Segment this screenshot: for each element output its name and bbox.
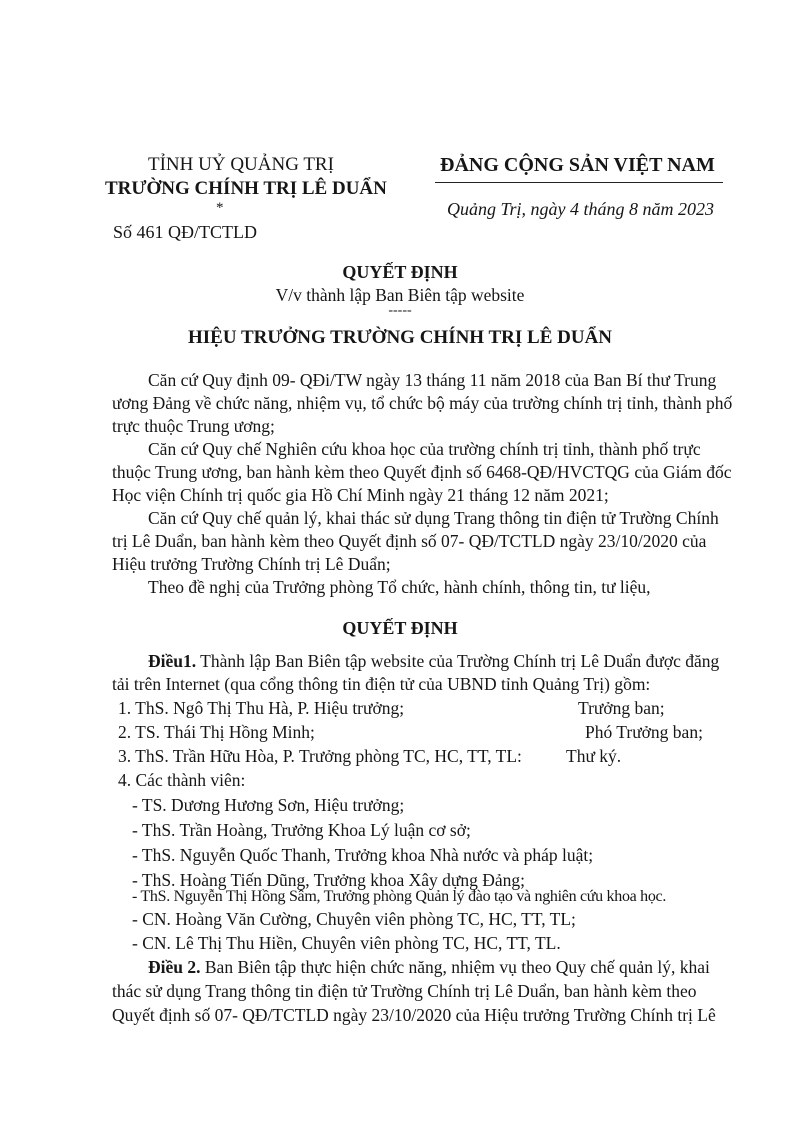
- board-member-1-role: Trưởng ban;: [578, 698, 665, 718]
- title-subject: V/v thành lập Ban Biên tập website: [275, 285, 525, 305]
- board-member-3-name: 3. ThS. Trần Hữu Hòa, P. Trưởng phòng TC, HC, TT, TL:: [118, 746, 522, 766]
- document-number: Số 461 QĐ/TCTLD: [113, 222, 257, 242]
- header-star: *: [216, 200, 224, 216]
- title-dashes: -----: [388, 303, 412, 318]
- article-1-label: Điều1.: [148, 651, 197, 671]
- preamble-1-line-3: trực thuộc Trung ương;: [112, 416, 275, 436]
- article-1-text-1: Thành lập Ban Biên tập website của Trường Chính trị Lê Duẩn được đăng: [196, 651, 720, 671]
- preamble-4-line-1: Theo đề nghị của Trưởng phòng Tổ chức, hành chính, thông tin, tư liệu,: [148, 577, 651, 597]
- preamble-2-line-1: Căn cứ Quy chế Nghiên cứu khoa học của trường chính trị tỉnh, thành phố trực: [148, 439, 701, 459]
- org-school: TRƯỜNG CHÍNH TRỊ LÊ DUẨN: [105, 178, 387, 199]
- preamble-3-line-3: Hiệu trưởng Trường Chính trị Lê Duẩn;: [112, 554, 391, 574]
- preamble-2-line-3: Học viện Chính trị quốc gia Hồ Chí Minh ngày 21 tháng 12 năm 2021;: [112, 485, 609, 505]
- member-item-3: - ThS. Nguyễn Quốc Thanh, Trưởng khoa Nhà nước và pháp luật;: [132, 845, 594, 865]
- title-decision: QUYẾT ĐỊNH: [342, 262, 458, 282]
- member-item-4: - ThS. Hoàng Tiến Dũng, Trưởng khoa Xây dựng Đảng;: [132, 870, 525, 890]
- member-item-7: - CN. Lê Thị Thu Hiền, Chuyên viên phòng TC, HC, TT, TL.: [132, 933, 561, 953]
- member-item-1: - TS. Dương Hương Sơn, Hiệu trưởng;: [132, 795, 405, 815]
- org-province: TỈNH UỶ QUẢNG TRỊ: [148, 154, 334, 175]
- article-1-line-1: [148, 651, 719, 672]
- article-2-line-1: [148, 957, 710, 978]
- preamble-3-line-2: trị Lê Duẩn, ban hành kèm theo Quyết định số 07- QĐ/TCTLD ngày 23/10/2020 của: [112, 531, 707, 551]
- members-heading: 4. Các thành viên:: [118, 770, 246, 790]
- article-1-line-2: tải trên Internet (qua cổng thông tin điện tử của UBND tỉnh Quảng Trị) gồm:: [112, 674, 651, 694]
- board-member-2-name: 2. TS. Thái Thị Hồng Minh;: [118, 722, 315, 742]
- article-2-text-1: Ban Biên tập thực hiện chức năng, nhiệm vụ theo Quy chế quản lý, khai: [200, 957, 710, 977]
- party-underline: [435, 182, 723, 183]
- place-date: Quảng Trị, ngày 4 tháng 8 năm 2023: [447, 199, 715, 219]
- board-member-2-role: Phó Trưởng ban;: [585, 722, 703, 742]
- board-member-3-role: Thư ký.: [566, 746, 622, 766]
- article-2-line-2: thác sử dụng Trang thông tin điện tử Trường Chính trị Lê Duẩn, ban hành kèm theo: [112, 981, 697, 1001]
- member-item-6: - CN. Hoàng Văn Cường, Chuyên viên phòng TC, HC, TT, TL;: [132, 909, 576, 929]
- preamble-1-line-1: Căn cứ Quy định 09- QĐi/TW ngày 13 tháng 11 năm 2018 của Ban Bí thư Trung: [148, 370, 717, 390]
- member-item-2: - ThS. Trần Hoàng, Trưởng Khoa Lý luận cơ sở;: [132, 820, 471, 840]
- board-member-1-name: 1. ThS. Ngô Thị Thu Hà, P. Hiệu trưởng;: [118, 698, 405, 718]
- article-2-label: Điều 2.: [148, 957, 201, 977]
- preamble-3-line-1: Căn cứ Quy chế quản lý, khai thác sử dụng Trang thông tin điện tử Trường Chính: [148, 508, 719, 528]
- decision-heading: QUYẾT ĐỊNH: [342, 618, 458, 638]
- preamble-2-line-2: thuộc Trung ương, ban hành kèm theo Quyết định số 6468-QĐ/HVCTQG của Giám đốc: [112, 462, 732, 482]
- issuing-authority: HIỆU TRƯỞNG TRƯỜNG CHÍNH TRỊ LÊ DUẨN: [187, 327, 613, 348]
- preamble-1-line-2: ương Đảng về chức năng, nhiệm vụ, tổ chức bộ máy của trường chính trị tỉnh, thành phố: [112, 393, 733, 413]
- member-item-5: - ThS. Nguyễn Thị Hồng Sâm, Trưởng phòng Quản lý đào tạo và nghiên cứu khoa học.: [132, 888, 667, 905]
- article-2-line-3: Quyết định số 07- QĐ/TCTLD ngày 23/10/2020 của Hiệu trưởng Trường Chính trị Lê: [112, 1005, 716, 1025]
- party-name: ĐẢNG CỘNG SẢN VIỆT NAM: [440, 154, 715, 176]
